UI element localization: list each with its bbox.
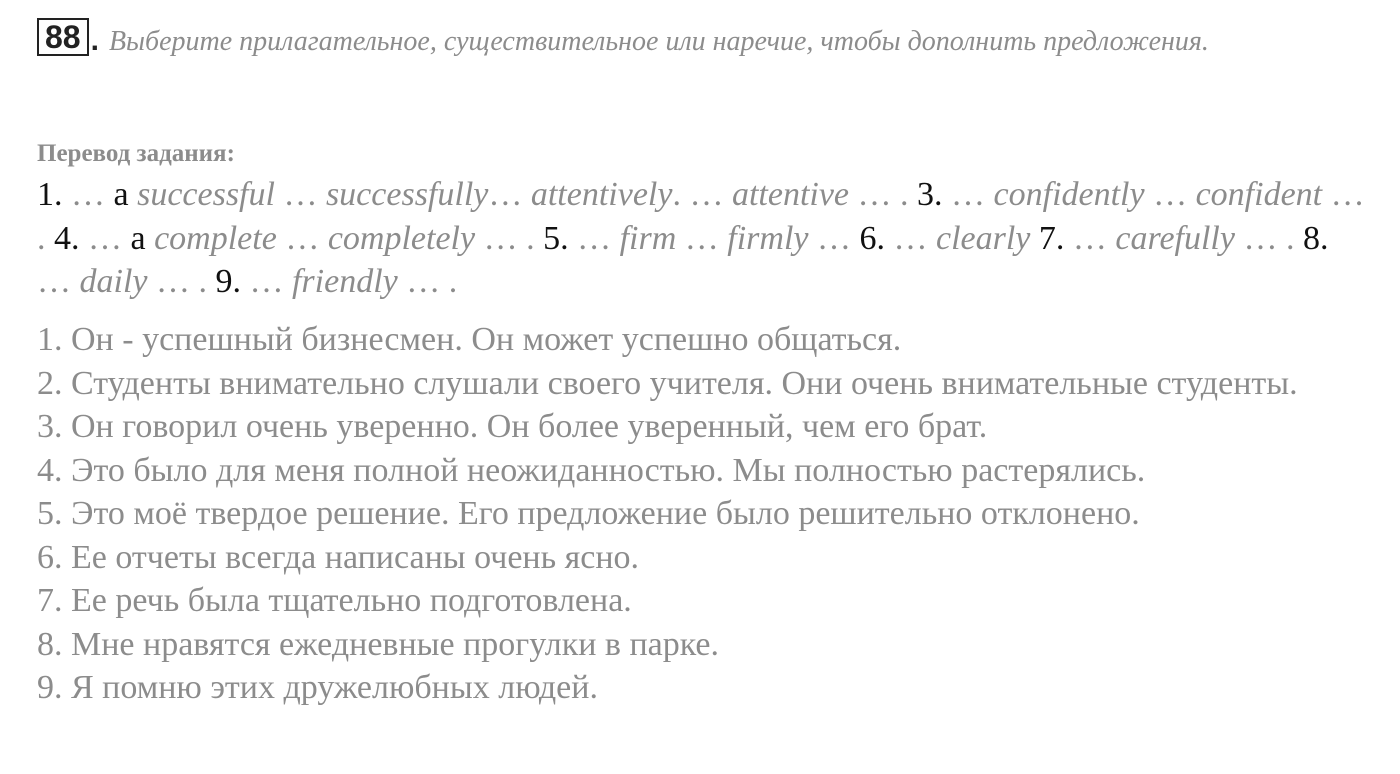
exercise-instruction: Выберите прилагательное, существительное или наречие, чтобы дополнить предложения. (108, 26, 1209, 57)
answer-separator: … . (475, 219, 544, 257)
answer-separator (1030, 220, 1039, 257)
answer-word: confident (1195, 176, 1323, 213)
sentence-line: 3. Он говорил очень уверенно. Он более уверенный, чем его брат. (37, 408, 988, 445)
answer-separator: … . (397, 263, 458, 300)
answer-word: daily (79, 263, 148, 300)
answer-separator: … (62, 176, 114, 213)
answer-number: 4. (54, 219, 80, 257)
answer-word: attentive (731, 176, 850, 213)
sentence-line: 6. Ее отчеты всегда написаны очень ясно. (37, 538, 640, 576)
answer-word: firm (619, 219, 677, 257)
answer-word: attentively (530, 176, 673, 213)
answer-separator: … (676, 219, 728, 257)
answer-separator: … (37, 263, 80, 300)
answer-word: firmly (727, 219, 809, 257)
answer-word: confidently (993, 176, 1145, 213)
translation-heading: Перевод задания: (37, 140, 235, 167)
answer-word: clearly (935, 219, 1031, 257)
answer-separator: … (1064, 219, 1116, 257)
answer-word: successful (137, 176, 275, 213)
sentence-line: 7. Ее речь была тщательно подготовлена. (37, 582, 632, 619)
answer-separator: … (79, 219, 131, 257)
answer-separator: … (488, 176, 531, 213)
answer-separator: … (808, 219, 860, 257)
answer-key (37, 173, 1367, 304)
answer-number: 8. (1302, 219, 1329, 257)
answer-separator: … (884, 219, 936, 257)
answer-number: 9. (215, 263, 241, 300)
answer-number: a (130, 219, 155, 257)
sentence-line: 8. Мне нравятся ежедневные прогулки в парке. (37, 625, 720, 663)
answer-number: 7. (1038, 219, 1065, 257)
answer-separator: … (274, 176, 326, 213)
answer-separator: … . (147, 263, 216, 300)
answer-separator: … (568, 219, 620, 257)
answer-number: 3. (917, 176, 943, 213)
answer-separator: … . (849, 176, 918, 213)
answer-word: carefully (1115, 219, 1235, 257)
sentence-line: 2. Студенты внимательно слушали своего учителя. Они очень внимательные студенты. (37, 364, 1298, 402)
answer-word: friendly (291, 263, 398, 300)
answer-separator: … (942, 176, 994, 213)
answer-number: 5. (543, 219, 569, 257)
answer-separator: . … (672, 176, 732, 213)
answer-separator: … (1144, 176, 1196, 213)
sentence-line: 4. Это было для меня полной неожиданностью. Мы полностью растерялись. (37, 451, 1146, 489)
answer-word: complete (154, 219, 277, 257)
answer-separator: … (240, 263, 292, 300)
answer-number: a (113, 176, 138, 213)
answer-separator: … . (37, 176, 1365, 257)
answer-number: 6. (859, 219, 885, 257)
answer-separator: … (276, 219, 328, 257)
answer-word: completely (327, 219, 476, 257)
answer-word: successfully (325, 176, 489, 213)
answer-number: 1. (37, 176, 63, 213)
exercise-number-box: 88 (37, 18, 89, 56)
translated-sentences (37, 318, 1367, 710)
exercise-number-dot: . (90, 24, 99, 57)
sentence-line: 9. Я помню этих дружелюбных людей. (37, 669, 598, 706)
answer-separator: … . (1234, 219, 1303, 257)
exercise-header (37, 18, 1337, 61)
sentence-line: 5. Это моё твердое решение. Его предложение было решительно отклонено. (37, 495, 1140, 532)
sentence-line: 1. Он - успешный бизнесмен. Он может успешно общаться. (37, 321, 902, 358)
